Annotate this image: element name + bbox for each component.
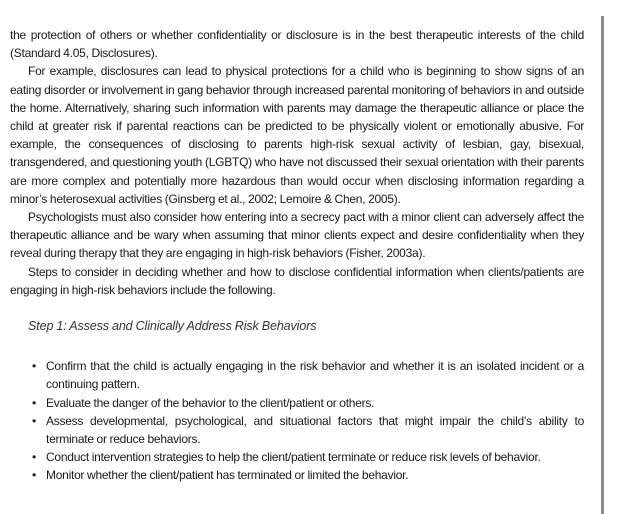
bullet-text: Assess developmental, psychological, and situational factors that might impair the child’s ability to terminate or reduce behaviors. [46, 413, 584, 447]
bullet-item [10, 357, 584, 393]
bullet-item [10, 394, 584, 412]
paragraph-disclosure-examples: For example, disclosures can lead to physical protections for a child who is beginning to show signs of an eating disorder or involvement in gang behavior through increased parental monitoring of behaviors in and outside the home. Alternatively, sharing such information with parents may damage the therapeutic alliance or place the child at greater risk if parental reactions can be predicted to be physically violent or emotionally abusive. For example, the consequences of disclosing to parents high-risk sexual activity of lesbian, gay, bisexual, transgendered, and questioning youth (LGBTQ) who have not discussed their sexual orientation with their parents are more complex and potentially more hazardous than would occur when disclosing information regarding a minor’s heterosexual activities (Ginsberg et al., 2002; Lemoire & Chen, 2005). [10, 64, 584, 206]
bullet-icon: • [32, 395, 36, 410]
paragraph-steps-intro: Steps to consider in deciding whether and how to disclose confidential information when clients/patients are engaging in high-risk behaviors include the following. [10, 264, 584, 297]
bullet-item [10, 466, 584, 484]
bullet-item [10, 448, 584, 466]
bullet-item [10, 412, 584, 448]
page-edge-rule [601, 16, 604, 514]
bullet-icon: • [32, 450, 36, 465]
step-1-bullet-list [10, 357, 584, 484]
paragraph-continued: the protection of others or whether confidentiality or disclosure is in the best therapeutic interests of the child (Standard 4.05, Disclosures). [10, 28, 584, 61]
step-1-heading: Step 1: Assess and Clinically Address Risk Behaviors [28, 319, 317, 334]
bullet-icon: • [32, 359, 36, 374]
bullet-text: Conduct intervention strategies to help the client/patient terminate or reduce risk levels of behavior. [46, 450, 541, 465]
bullet-text: Confirm that the child is actually engaging in the risk behavior and whether it is an isolated incident or a continuing pattern. [46, 359, 584, 392]
paragraph-secrecy-pact: Psychologists must also consider how entering into a secrecy pact with a minor client can adversely affect the therapeutic alliance and be wary when assuming that minor clients expect and desire confidentiality when they reveal during therapy that they are engaging in high-risk behaviors (Fisher, 2003a). [10, 210, 584, 261]
document-body [10, 26, 584, 485]
bullet-icon: • [32, 468, 36, 483]
bullet-text: Evaluate the danger of the behavior to the client/patient or others. [46, 395, 375, 410]
bullet-icon: • [32, 413, 36, 428]
bullet-text: Monitor whether the client/patient has terminated or limited the behavior. [46, 468, 409, 483]
